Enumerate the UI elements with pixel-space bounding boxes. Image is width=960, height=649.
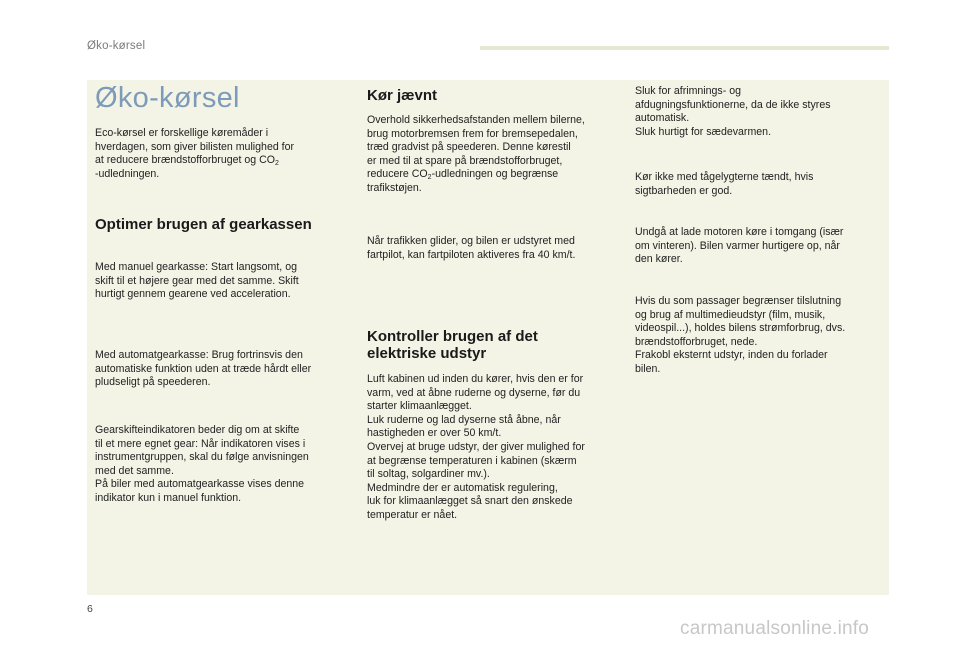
text-line: På biler med automatgearkasse vises denne [95, 478, 305, 491]
text-line: automatiske funktion uden at træde hårdt eller [95, 362, 312, 375]
paragraph-gearshift-indicator [95, 424, 309, 506]
text-line: den kører. [635, 253, 683, 266]
text-line: temperatur er nået. [367, 508, 458, 521]
text-line [95, 154, 351, 168]
section-heading-gearbox: Optimer brugen af gearkassen [95, 216, 312, 233]
section-heading-electrical-equipment [367, 328, 538, 362]
text-line: Overhold sikkerhedsafstanden mellem bilerne, [367, 114, 585, 126]
text-line: videospil...), holdes bilens strømforbrug, dvs. [635, 322, 846, 335]
page-number: 6 [87, 603, 93, 615]
text-line: Sluk for afrimnings- og [635, 85, 741, 97]
text-line: til et mere egnet gear: Når indikatoren vises i [95, 437, 306, 450]
text-line: varm, ved at åbne ruderne og dyserne, før du [367, 386, 581, 399]
paragraph-defrost [635, 85, 831, 139]
subscript: 2 [275, 160, 279, 168]
text-line: Luk ruderne og lad dyserne stå åbne, når [367, 413, 561, 426]
paragraph-drive-smoothly [367, 114, 585, 196]
text-line: Frakobl eksternt udstyr, inden du forlader [635, 349, 828, 362]
text-line: indikator kun i manuel funktion. [95, 491, 242, 504]
text-line: Eco-kørsel er forskellige køremåder i [95, 127, 269, 139]
text-line: afdugningsfunktionerne, da de ikke styres [635, 98, 831, 111]
text-line: om vinteren). Bilen varmer hurtigere op, når [635, 239, 840, 252]
text-line: at begrænse temperaturen i kabinen (skærm [367, 454, 577, 467]
text-line: starter klimaanlægget. [367, 400, 472, 413]
text-line: skift til et højere gear med det samme. Skift [95, 274, 299, 287]
text-segment: -udledningen og begrænse [431, 168, 559, 181]
paragraph-automatic-gearbox [95, 349, 311, 390]
text-line: Med automatgearkasse: Brug fortrinsvis den [95, 349, 303, 361]
content-panel [87, 80, 889, 595]
text-line: Luft kabinen ud inden du kører, hvis den er for [367, 373, 584, 385]
section-header-label: Øko-kørsel [87, 40, 146, 52]
text-line [367, 168, 585, 182]
subscript: 2 [427, 174, 432, 182]
text-line: med det samme. [95, 464, 174, 477]
text-line: til soltag, solgardiner mv.). [367, 468, 490, 481]
text-line: Kør ikke med tågelygterne tændt, hvis [635, 171, 814, 183]
paragraph-climate [367, 373, 585, 523]
text-line: Med manuel gearkasse: Start langsomt, og [95, 261, 297, 273]
heading-line: elektriske udstyr [367, 345, 487, 362]
text-line: Sluk hurtigt for sædevarmen. [635, 125, 772, 138]
text-line: Medmindre der er automatisk regulering, [367, 481, 558, 494]
text-line: pludseligt på speederen. [95, 376, 211, 389]
header-accent-bar [480, 46, 889, 50]
text-line: -udledningen. [95, 167, 160, 180]
text-line: bilen. [635, 362, 661, 375]
paragraph-idling [635, 226, 843, 267]
text-line: fartpilot, kan fartpiloten aktiveres fra 40 km/t. [367, 248, 576, 261]
text-line: brændstofforbruget, nede. [635, 335, 758, 348]
intro-paragraph [95, 127, 351, 181]
text-line: trafikstøjen. [367, 181, 422, 194]
text-line: automatisk. [635, 112, 690, 125]
paragraph-manual-gearbox [95, 261, 299, 302]
text-line: Hvis du som passager begrænser tilslutning [635, 295, 842, 307]
text-line: og brug af multimedieudstyr (film, musik, [635, 308, 826, 321]
text-line: instrumentgruppen, skal du følge anvisningen [95, 451, 309, 464]
heading-line: Kontroller brugen af det [367, 328, 538, 345]
text-line: træd gradvist på speederen. Denne kørestil [367, 141, 571, 154]
text-line: hurtigt gennem gearene ved acceleration. [95, 288, 291, 301]
text-line: Overvej at bruge udstyr, der giver mulighed for [367, 440, 585, 453]
paragraph-fog-lights [635, 171, 813, 198]
text-line: Når trafikken glider, og bilen er udstyret med [367, 235, 575, 247]
page-title: Øko-kørsel [95, 82, 240, 114]
watermark: carmanualsonline.info [680, 618, 870, 639]
paragraph-multimedia [635, 295, 845, 377]
text-line: Gearskifteindikatoren beder dig om at skifte [95, 424, 300, 436]
text-line: er med til at spare på brændstofforbruget, [367, 154, 563, 167]
text-line: sigtbarheden er god. [635, 184, 733, 197]
text-line: brug motorbremsen frem for bremsepedalen, [367, 127, 578, 140]
text-line: hastigheden er over 50 km/t. [367, 427, 502, 440]
text-segment: reducere CO [367, 168, 428, 181]
paragraph-cruise-control [367, 235, 575, 262]
text-line: hverdagen, som giver bilisten mulighed for [95, 140, 295, 153]
section-heading-drive-smoothly: Kør jævnt [367, 87, 438, 104]
text-line: luk for klimaanlægget så snart den ønskede [367, 495, 573, 508]
text-line: Undgå at lade motoren køre i tomgang (især [635, 226, 844, 238]
text-segment: at reducere brændstofforbruget og CO [95, 154, 276, 167]
